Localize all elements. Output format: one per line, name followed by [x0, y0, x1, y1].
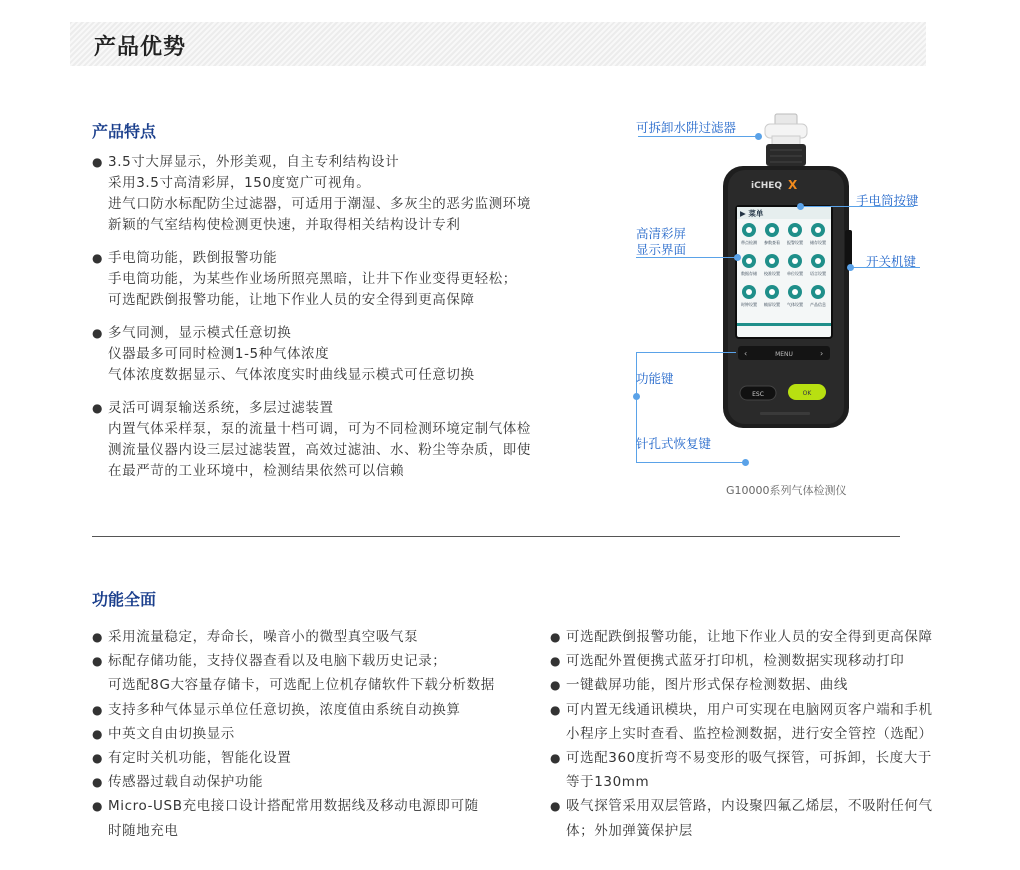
- bullet-icon: ●: [92, 654, 104, 669]
- function-item: [550, 625, 980, 649]
- header-band: [70, 22, 926, 66]
- feature-item: [92, 323, 592, 386]
- feature-detail-line: 采用3.5寸高清彩屏，150度宽广可视角。: [108, 175, 371, 191]
- bullet-icon: ●: [92, 251, 104, 265]
- callout-reset: 针孔式恢复键: [636, 436, 712, 451]
- function-line: 小程序上实时查看、监控检测数据，进行安全管控（选配）: [566, 725, 933, 742]
- feature-lead: 灵活可调泵输送系统，多层过滤装置: [108, 400, 334, 416]
- function-item: [92, 722, 542, 746]
- functions-title: 功能全面: [92, 590, 157, 609]
- feature-detail-line: 气体浓度数据显示、气体浓度实时曲线显示模式可任意切换: [108, 367, 475, 383]
- function-line: Micro-USB充电接口设计搭配常用数据线及移动电源即可随: [108, 798, 479, 815]
- callout-line-reset-v: [636, 400, 637, 462]
- menu-item-glyph: [746, 289, 752, 295]
- function-item: [550, 649, 980, 673]
- section-divider: [92, 536, 900, 537]
- feature-item: [92, 248, 592, 311]
- feature-detail-line: 新颖的气室结构使检测更快速，并取得相关结构设计专利: [108, 217, 461, 233]
- function-line: 中英文自由切换显示: [108, 725, 235, 742]
- feature-detail-line: 在最严苛的工业环境中，检测结果依然可以信赖: [108, 463, 405, 479]
- bullet-icon: ●: [550, 654, 562, 669]
- function-item: [550, 746, 980, 794]
- menu-item-label: 帧屏设置: [764, 302, 780, 307]
- feature-lead: 多气同测，显示模式任意切换: [108, 325, 292, 341]
- functions-list-right: [550, 625, 980, 843]
- features-list: [92, 152, 592, 494]
- menu-item-label: 语言设置: [810, 271, 826, 276]
- function-item: [550, 698, 980, 746]
- bullet-icon: ●: [550, 799, 562, 814]
- function-item: [92, 698, 542, 722]
- svg-text:›: ›: [820, 349, 824, 358]
- function-line: 标配存储功能，支持仪器查看以及电脑下载历史记录；: [108, 653, 447, 670]
- bullet-icon: ●: [550, 751, 562, 766]
- menu-item-label: 参数查看: [764, 240, 780, 245]
- bullet-icon: ●: [92, 326, 104, 340]
- bullet-icon: ●: [550, 630, 562, 644]
- function-line: 吸气探管采用双层管路，内设聚四氟乙烯层，不吸附任何气: [566, 798, 933, 815]
- function-item: [550, 794, 980, 842]
- bullet-icon: ●: [92, 726, 104, 741]
- function-line: 可选配跌倒报警功能，让地下作业人员的安全得到更高保障: [566, 629, 933, 645]
- function-line: 支持多种气体显示单位任意切换，浓度值由系统自动换算: [108, 701, 461, 718]
- function-line: 时随地充电: [108, 822, 179, 839]
- ok-key-label: OK: [802, 390, 812, 397]
- function-line: 可选配8G大容量存储卡，可选配上位机存储软件下载分析数据: [108, 677, 495, 694]
- function-item: [92, 649, 542, 697]
- feature-lead: 手电筒功能，跌倒报警功能: [108, 250, 278, 266]
- callout-screen-line1: 高清彩屏: [636, 226, 687, 241]
- water-trap-filter: [765, 114, 807, 166]
- function-line: 可选配360度折弯不易变形的吸气探管，可拆卸，长度大于: [566, 750, 932, 767]
- bullet-icon: ●: [92, 799, 104, 814]
- menu-item-glyph: [746, 258, 752, 264]
- svg-text:X: X: [788, 178, 798, 192]
- feature-item: [92, 152, 592, 236]
- menu-item-glyph: [792, 227, 798, 233]
- callout-screen-line2: 显示界面: [636, 242, 687, 257]
- menu-item-label: 数据存储: [741, 271, 757, 276]
- bullet-icon: ●: [92, 775, 104, 790]
- screen-title: ▶ 菜单: [740, 209, 764, 218]
- esc-key-label: ESC: [752, 391, 764, 398]
- bullet-icon: ●: [92, 401, 104, 415]
- bullet-icon: ●: [550, 678, 562, 693]
- bullet-icon: ●: [92, 155, 104, 169]
- brand-logo: iCHEQ: [751, 181, 783, 191]
- callout-dot: [742, 459, 749, 466]
- feature-detail-line: 内置气体采样泵，泵的流量十档可调，可为不同检测环境定制气体检: [108, 421, 531, 437]
- function-line: 有定时关机功能，智能化设置: [108, 750, 292, 767]
- menu-item-label: 单位设置: [787, 271, 803, 276]
- function-item: [92, 794, 542, 842]
- svg-text:‹: ‹: [744, 349, 748, 358]
- menu-item-glyph: [815, 227, 821, 233]
- menu-item-glyph: [792, 258, 798, 264]
- menu-item-glyph: [815, 289, 821, 295]
- bullet-icon: ●: [92, 751, 104, 766]
- function-item: [550, 673, 980, 697]
- bullet-icon: ●: [92, 630, 104, 644]
- callout-dot: [734, 254, 741, 261]
- menu-item-label: 报警设置: [787, 240, 803, 245]
- function-line: 一键截屏功能，图片形式保存检测数据、曲线: [566, 677, 848, 694]
- feature-detail-line: 仪器最多可同时检测1-5种气体浓度: [108, 346, 330, 362]
- gas-detector-illustration: [620, 100, 920, 480]
- menu-item-glyph: [792, 289, 798, 295]
- menu-item-label: 产品信息: [810, 302, 826, 307]
- callout-dot: [633, 393, 640, 400]
- menu-item-label: 带点检测: [741, 240, 757, 245]
- function-line: 等于130mm: [566, 774, 650, 791]
- device-caption: G10000系列气体检测仪: [726, 484, 847, 497]
- menu-item-glyph: [815, 258, 821, 264]
- menu-item-glyph: [769, 258, 775, 264]
- menu-item-label: 储存设置: [810, 240, 826, 245]
- feature-detail-line: 可选配跌倒报警功能，让地下作业人员的安全得到更高保障: [108, 292, 475, 308]
- function-item: [92, 625, 542, 649]
- feature-detail-line: 进气口防水标配防尘过滤器，可适用于潮湿、多灰尘的恶劣监测环境: [108, 196, 531, 212]
- feature-detail-line: 手电筒功能，为某些作业场所照亮黑暗，让井下作业变得更轻松；: [108, 271, 517, 287]
- bullet-icon: ●: [550, 702, 562, 717]
- menu-item-glyph: [769, 289, 775, 295]
- menu-item-glyph: [746, 227, 752, 233]
- callout-line-filter: [638, 136, 758, 137]
- feature-lead: 3.5寸大屏显示，外形美观，自主专利结构设计: [108, 154, 400, 170]
- callout-dot: [797, 203, 804, 210]
- callout-power: 开关机键: [866, 254, 917, 269]
- function-line: 传感器过载自动保护功能: [108, 774, 264, 791]
- features-title: 产品特点: [92, 122, 157, 141]
- bullet-icon: ●: [92, 702, 104, 717]
- callout-function-key: 功能键: [636, 371, 674, 386]
- function-line: 体；外加弹簧保护层: [566, 822, 693, 839]
- callout-flashlight: 手电筒按键: [856, 193, 919, 208]
- function-item: [92, 746, 542, 770]
- menu-item-glyph: [769, 227, 775, 233]
- function-line: 可内置无线通讯模块，用户可实现在电脑网页客户端和手机: [566, 701, 933, 718]
- callout-line-function-h: [636, 352, 736, 353]
- menu-key-label[interactable]: MENU: [775, 351, 793, 358]
- functions-list-left: [92, 625, 542, 843]
- callout-line-reset-h: [636, 462, 744, 463]
- page-title: 产品优势: [94, 35, 187, 60]
- menu-item-label: 时钟设置: [741, 302, 757, 307]
- callout-dot: [755, 133, 762, 140]
- function-item: [92, 770, 542, 794]
- feature-item: [92, 398, 592, 482]
- function-line: 采用流量稳定，寿命长，噪音小的微型真空吸气泵: [108, 629, 419, 645]
- function-line: 可选配外置便携式蓝牙打印机，检测数据实现移动打印: [566, 653, 905, 670]
- callout-filter: 可拆卸水阱过滤器: [636, 120, 737, 135]
- callout-dot: [847, 264, 854, 271]
- menu-item-label: 气体设置: [787, 302, 803, 307]
- feature-detail-line: 测流量仪器内设三层过滤装置，高效过滤油、水、粉尘等杂质，即使: [108, 442, 531, 458]
- menu-item-label: 校准设置: [764, 271, 780, 276]
